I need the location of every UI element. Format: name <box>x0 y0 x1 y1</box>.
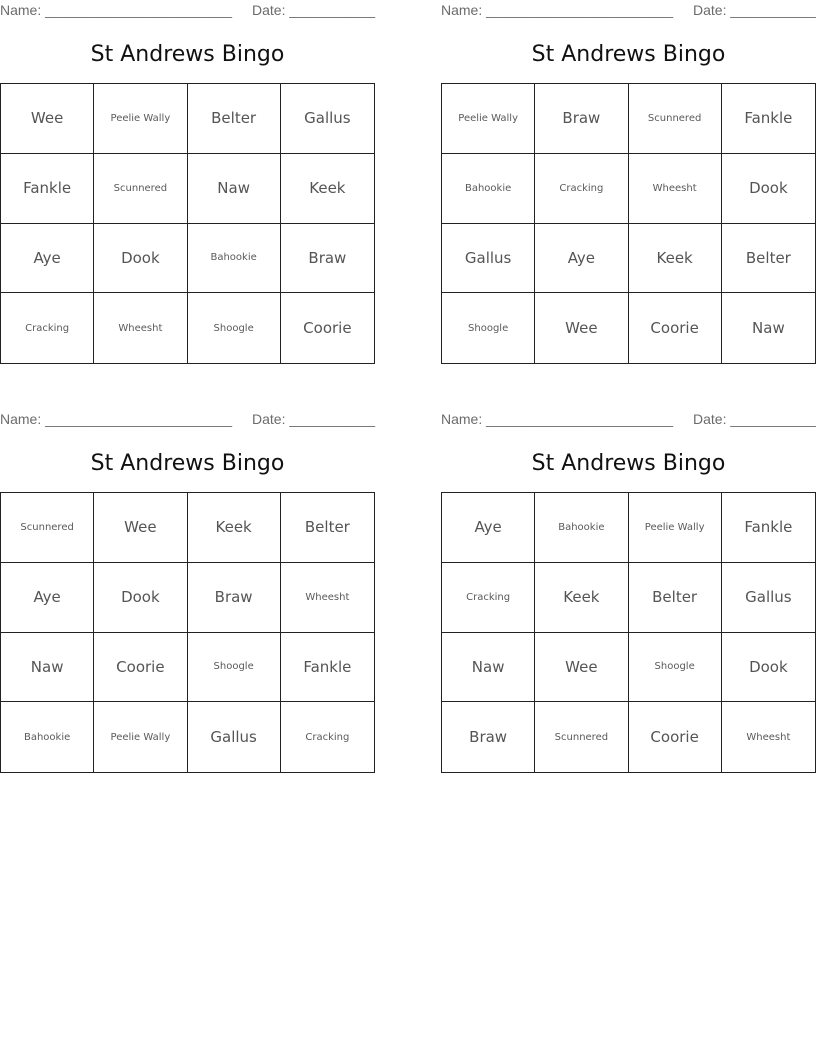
bingo-cell[interactable]: Fankle <box>281 633 374 703</box>
bingo-cell[interactable]: Wee <box>535 293 628 363</box>
bingo-cell[interactable]: Wee <box>1 84 94 154</box>
date-field[interactable]: Date: ___________ <box>693 2 816 18</box>
bingo-cell[interactable]: Fankle <box>1 154 94 224</box>
card-title: St Andrews Bingo <box>531 42 726 67</box>
bingo-cell[interactable]: Cracking <box>442 563 535 633</box>
bingo-cell[interactable]: Keek <box>281 154 374 224</box>
card-header <box>0 409 375 431</box>
bingo-cell[interactable]: Shoogle <box>188 293 281 363</box>
bingo-cell[interactable]: Braw <box>281 224 374 294</box>
bingo-cell[interactable]: Bahookie <box>1 702 94 772</box>
bingo-cell[interactable]: Fankle <box>722 493 815 563</box>
bingo-cell[interactable]: Braw <box>188 563 281 633</box>
bingo-cell[interactable]: Dook <box>722 154 815 224</box>
bingo-cell[interactable]: Shoogle <box>629 633 722 703</box>
bingo-cell[interactable]: Fankle <box>722 84 815 154</box>
bingo-cell[interactable]: Dook <box>94 224 187 294</box>
bingo-cell[interactable]: Keek <box>188 493 281 563</box>
bingo-cell[interactable]: Naw <box>752 319 785 338</box>
bingo-grid <box>441 83 816 364</box>
card-title: St Andrews Bingo <box>90 451 285 476</box>
bingo-cell[interactable]: Aye <box>442 493 535 563</box>
bingo-cell[interactable]: Coorie <box>94 633 187 703</box>
bingo-cell[interactable]: Aye <box>1 563 94 633</box>
bingo-cell[interactable]: Bahookie <box>442 154 535 224</box>
bingo-cell[interactable]: Naw <box>442 633 535 703</box>
bingo-cell[interactable]: Coorie <box>629 702 722 772</box>
bingo-grid <box>441 492 816 773</box>
bingo-cell[interactable]: Cracking <box>1 293 94 363</box>
bingo-cell[interactable]: Aye <box>1 224 94 294</box>
bingo-cell[interactable]: Braw <box>442 702 535 772</box>
bingo-grid <box>0 83 375 364</box>
bingo-cell[interactable]: Wee <box>94 493 187 563</box>
bingo-cell[interactable]: Cracking <box>305 731 350 743</box>
name-field[interactable]: Name: ________________________ <box>441 2 673 18</box>
bingo-cell[interactable]: Gallus <box>442 224 535 294</box>
date-field[interactable]: Date: ___________ <box>252 2 375 18</box>
card-header <box>441 0 816 22</box>
bingo-cell[interactable]: Scunnered <box>1 493 94 563</box>
date-field[interactable]: Date: ___________ <box>252 411 375 427</box>
card-header <box>0 0 375 22</box>
bingo-cell[interactable]: Belter <box>281 493 374 563</box>
bingo-cell[interactable]: Shoogle <box>188 633 281 703</box>
bingo-cell[interactable]: Aye <box>535 224 628 294</box>
bingo-cell[interactable]: Belter <box>188 84 281 154</box>
date-field[interactable]: Date: ___________ <box>693 411 816 427</box>
bingo-cell[interactable]: Wheesht <box>281 563 374 633</box>
bingo-cell[interactable]: Gallus <box>188 702 281 772</box>
bingo-cell[interactable]: Belter <box>629 563 722 633</box>
bingo-cell[interactable]: Scunnered <box>94 154 187 224</box>
bingo-cell[interactable]: Dook <box>94 563 187 633</box>
bingo-cell[interactable]: Scunnered <box>629 84 722 154</box>
name-field[interactable]: Name: ________________________ <box>0 411 232 427</box>
card-title: St Andrews Bingo <box>90 42 285 67</box>
bingo-cell[interactable]: Peelie Wally <box>94 84 187 154</box>
bingo-cell[interactable]: Bahookie <box>535 493 628 563</box>
bingo-cell[interactable]: Coorie <box>629 293 722 363</box>
card-title: St Andrews Bingo <box>531 451 726 476</box>
bingo-cell[interactable]: Cracking <box>535 154 628 224</box>
bingo-cell[interactable]: Coorie <box>303 319 352 338</box>
bingo-cell[interactable]: Keek <box>629 224 722 294</box>
bingo-cell[interactable]: Wee <box>535 633 628 703</box>
bingo-cell[interactable]: Wheesht <box>94 293 187 363</box>
bingo-cell[interactable]: Scunnered <box>535 702 628 772</box>
bingo-cell[interactable]: Bahookie <box>188 224 281 294</box>
bingo-cell[interactable]: Gallus <box>281 84 374 154</box>
bingo-cell[interactable]: Peelie Wally <box>629 493 722 563</box>
bingo-cell[interactable]: Wheesht <box>629 154 722 224</box>
bingo-cell[interactable]: Braw <box>535 84 628 154</box>
bingo-cell[interactable]: Gallus <box>722 563 815 633</box>
bingo-cell[interactable]: Peelie Wally <box>94 702 187 772</box>
name-field[interactable]: Name: ________________________ <box>0 2 232 18</box>
bingo-cell[interactable]: Belter <box>722 224 815 294</box>
bingo-cell[interactable]: Naw <box>1 633 94 703</box>
bingo-cell[interactable]: Wheesht <box>746 731 791 743</box>
bingo-cell[interactable]: Shoogle <box>442 293 535 363</box>
bingo-grid <box>0 492 375 773</box>
bingo-cell[interactable]: Peelie Wally <box>442 84 535 154</box>
bingo-cell[interactable]: Dook <box>722 633 815 703</box>
bingo-cell[interactable]: Keek <box>535 563 628 633</box>
card-header <box>441 409 816 431</box>
name-field[interactable]: Name: ________________________ <box>441 411 673 427</box>
bingo-cell[interactable]: Naw <box>188 154 281 224</box>
